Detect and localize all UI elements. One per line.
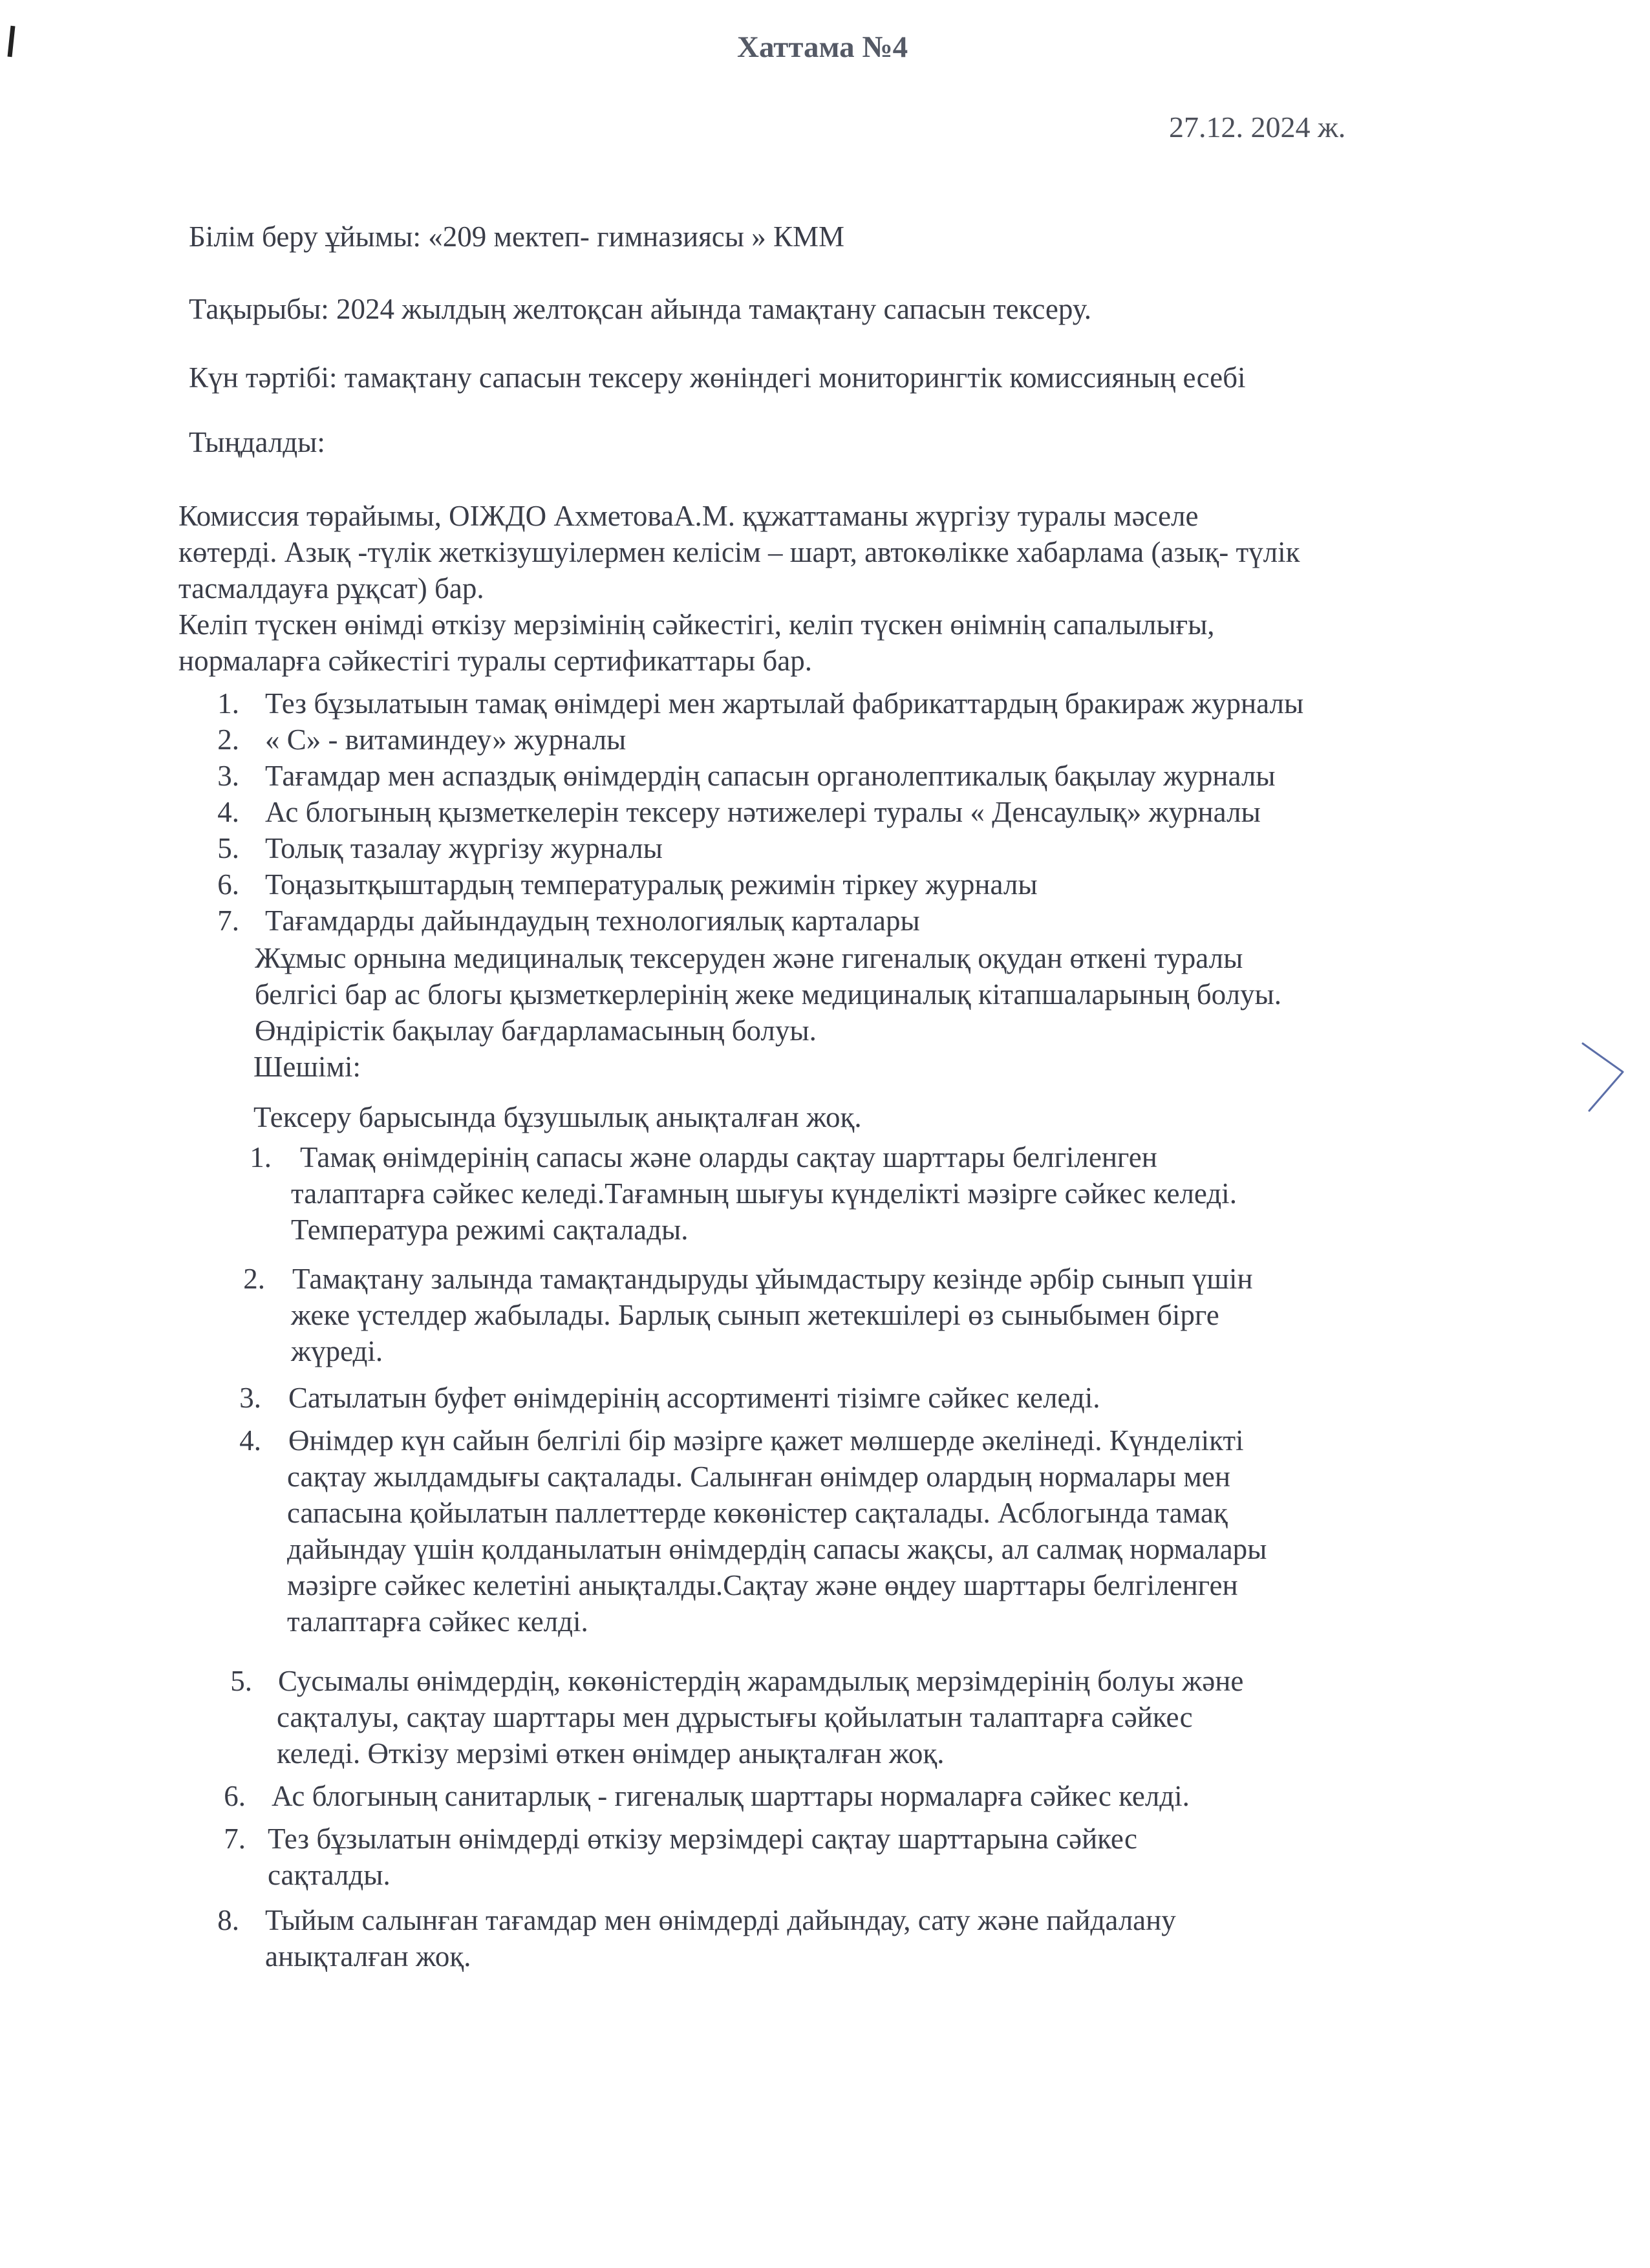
- decision-number: 3.: [239, 1382, 261, 1414]
- intro-line: Келіп түскен өнімді өткізу мерзімінің сәйкестігі, келіп түскен өнімнің сапалылығы,: [178, 608, 1215, 641]
- topic-line: Тақырыбы: 2024 жылдың желтоқсан айында тамақтану сапасын тексеру.: [189, 293, 1091, 325]
- journal-number: 7.: [217, 904, 239, 937]
- journal-item: Тағамдарды дайындаудың технологиялық карталары: [265, 904, 920, 937]
- decision-number: 4.: [239, 1424, 261, 1457]
- decision-number: 5.: [230, 1665, 252, 1697]
- intro-line: тасмалдауға рұқсат) бар.: [178, 572, 484, 604]
- decision-text: Тез бұзылатын өнімдерді өткізу мерзімдері сақтау шарттарына сәйкес: [268, 1823, 1137, 1855]
- decision-number: 7.: [224, 1823, 246, 1855]
- decision-heading: Шешімі:: [253, 1051, 361, 1083]
- decision-text: Ас блогының санитарлық - гигеналық шарттары нормаларға сәйкес келді.: [272, 1780, 1190, 1812]
- decision-intro: Тексеру барысында бұзушылық анықталған жоқ.: [253, 1101, 862, 1133]
- journal-item: Ас блогының қызметкелерін тексеру нәтижелері туралы « Денсаулық» журналы: [265, 796, 1261, 828]
- requirement-line: Өндірістік бақылау бағдарламасының болуы.: [255, 1014, 817, 1047]
- decision-number: 6.: [224, 1780, 246, 1812]
- decision-number: 1.: [250, 1141, 272, 1173]
- decision-text: жүреді.: [291, 1335, 383, 1367]
- decision-text: сақталуы, сақтау шарттары мен дұрыстығы қойылатын талаптарға сәйкес: [277, 1701, 1193, 1733]
- decision-text: Температура режимі сақталады.: [291, 1214, 689, 1246]
- journal-item: « С» - витаминдеу» журналы: [265, 723, 627, 756]
- journal-number: 2.: [217, 723, 239, 756]
- requirement-line: белгісі бар ас блогы қызметкерлерінің жеке медициналық кітапшаларының болуы.: [255, 978, 1282, 1011]
- handwritten-check-mark-icon: [1578, 1034, 1629, 1118]
- decision-text: талаптарға сәйкес келеді.Тағамның шығуы күнделікті мәзірге сәйкес келеді.: [291, 1177, 1237, 1210]
- listened-heading: Тыңдалды:: [189, 426, 325, 458]
- document-title: Хаттама №4: [737, 30, 908, 64]
- scan-edge-mark: [8, 26, 16, 57]
- intro-line: көтерді. Азық -түлік жеткізушуілермен келісім – шарт, автокөлікке хабарлама (азық- түлік: [178, 536, 1300, 568]
- intro-line: Комиссия төрайымы, ОІЖДО АхметоваА.М. құжаттаманы жүргізу туралы мәселе: [178, 500, 1199, 532]
- journal-number: 3.: [217, 760, 239, 792]
- journal-item: Тағамдар мен аспаздық өнімдердің сапасын органолептикалық бақылау журналы: [265, 760, 1276, 792]
- decision-text: Тамақтану залында тамақтандыруды ұйымдастыру кезінде әрбір сынып үшін: [292, 1263, 1253, 1295]
- journal-item: Толық тазалау жүргізу журналы: [265, 832, 663, 864]
- journal-number: 5.: [217, 832, 239, 864]
- decision-number: 2.: [243, 1263, 265, 1295]
- journal-number: 4.: [217, 796, 239, 828]
- journal-number: 6.: [217, 868, 239, 901]
- decision-text: Сусымалы өнімдердің, көкөністердің жарамдылық мерзімдерінің болуы және: [278, 1665, 1244, 1697]
- decision-text: сақтау жылдамдығы сақталады. Салынған өнімдер олардың нормалары мен: [287, 1460, 1230, 1493]
- document-date: 27.12. 2024 ж.: [1169, 111, 1346, 144]
- journal-number: 1.: [217, 687, 239, 720]
- decision-text: Тамақ өнімдерінің сапасы және оларды сақтау шарттары белгіленген: [300, 1141, 1157, 1173]
- decision-text: келеді. Өткізу мерзімі өткен өнімдер анықталған жоқ.: [277, 1737, 945, 1770]
- journal-item: Тоңазытқыштардың температуралық режимін тіркеу журналы: [265, 868, 1038, 901]
- decision-number: 8.: [217, 1904, 239, 1936]
- decision-text: анықталған жоқ.: [265, 1940, 471, 1973]
- decision-text: сапасына қойылатын паллеттерде көкөністер сақталады. Асблогында тамақ: [287, 1497, 1228, 1529]
- decision-text: Тыйым салынған тағамдар мен өнімдерді дайындау, сату және пайдалану: [265, 1904, 1176, 1936]
- decision-text: дайындау үшін қолданылатын өнімдердің сапасы жақсы, ал салмақ нормалары: [287, 1533, 1267, 1565]
- intro-line: нормаларға сәйкестігі туралы сертификаттары бар.: [178, 645, 812, 677]
- journal-item: Тез бұзылатыын тамақ өнімдері мен жартылай фабрикаттардың бракираж журналы: [265, 687, 1304, 720]
- organization-line: Білім беру ұйымы: «209 мектеп- гимназиясы » КММ: [189, 220, 845, 253]
- decision-text: Сатылатын буфет өнімдерінің ассортименті тізімге сәйкес келеді.: [288, 1382, 1100, 1414]
- decision-text: Өнімдер күн сайын белгілі бір мәзірге қажет мөлшерде әкелінеді. Күнделікті: [288, 1424, 1244, 1457]
- decision-text: талаптарға сәйкес келді.: [287, 1605, 588, 1638]
- decision-text: сақталды.: [268, 1859, 391, 1891]
- decision-text: жеке үстелдер жабылады. Барлық сынып жетекшілері өз сыныбымен бірге: [291, 1299, 1219, 1331]
- requirement-line: Жұмыс орнына медициналық тексеруден және гигеналық оқудан өткені туралы: [255, 942, 1243, 974]
- agenda-line: Күн тәртібі: тамақтану сапасын тексеру жөніндегі мониторингтік комиссияның есебі: [189, 361, 1246, 394]
- decision-text: мәзірге сәйкес келетіні анықталды.Сақтау және өңдеу шарттары белгіленген: [287, 1569, 1238, 1601]
